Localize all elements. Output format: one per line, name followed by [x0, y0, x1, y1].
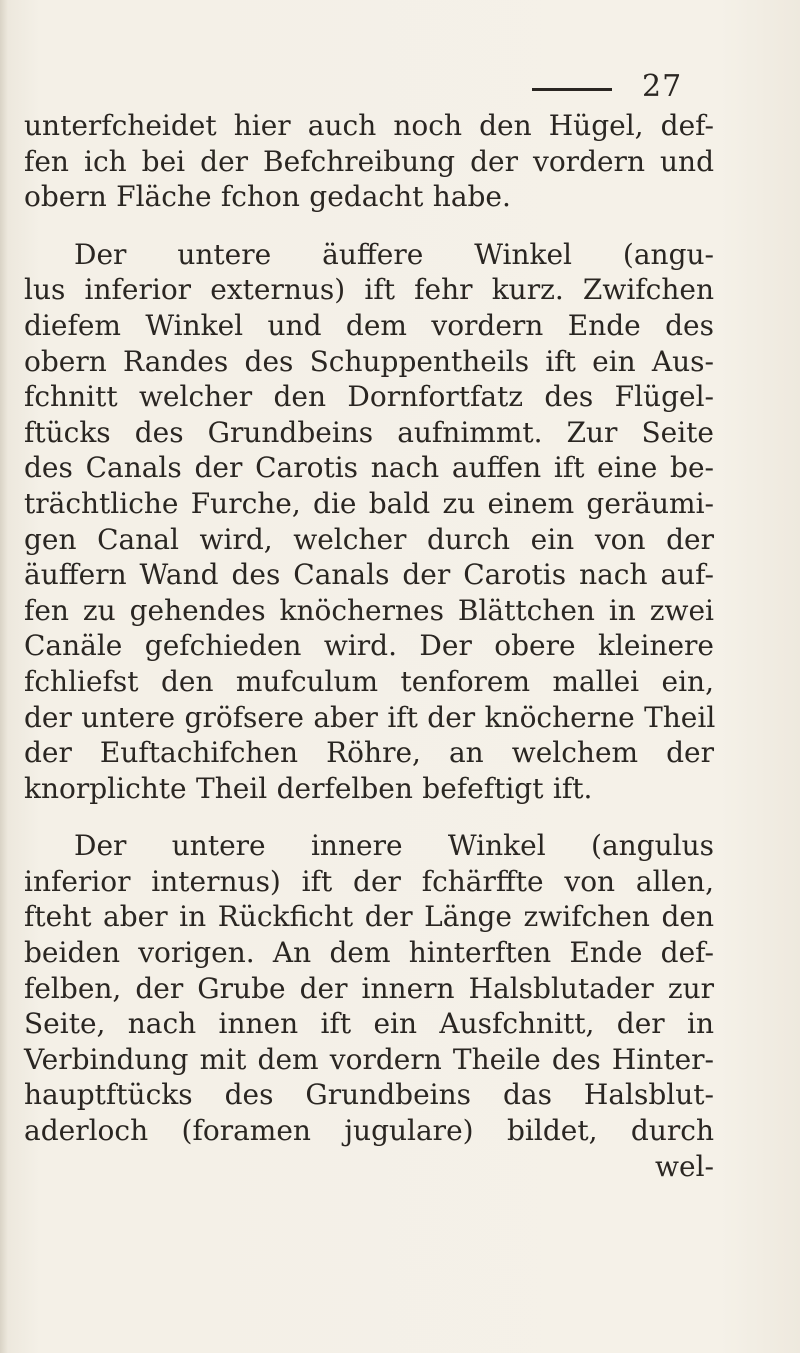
- text-line: des Canals der Carotis nach auffen ift eine be-: [24, 451, 714, 485]
- text-line: obern Fläche fchon gedacht habe.: [24, 180, 511, 214]
- text-line: Seite, nach innen ift ein Ausfchnitt, der in: [24, 1007, 714, 1041]
- text-line: knorplichte Theil derfelben befeftigt ift.: [24, 771, 593, 805]
- text-line: der untere gröfsere aber ift der knöcherne Theil: [24, 700, 716, 734]
- paragraph-gap: [24, 806, 714, 828]
- catchword: wel-: [655, 1149, 714, 1183]
- text-line: der Euftachifchen Röhre, an welchem der: [24, 736, 714, 770]
- text-line: trächtliche Furche, die bald zu einem geräumi-: [24, 486, 714, 520]
- text-line: beiden vorigen. An dem hinterften Ende def-: [24, 936, 714, 970]
- text-line: diefem Winkel und dem vordern Ende des: [24, 308, 714, 342]
- text-line: fteht aber in Rückficht der Länge zwifchen den: [24, 900, 714, 934]
- page-number: 27: [642, 69, 683, 104]
- text-line: unterfcheidet hier auch noch den Hügel, def-: [24, 109, 714, 142]
- header-rule: [532, 88, 612, 91]
- text-line: felben, der Grube der innern Halsblutader zur: [24, 971, 714, 1005]
- text-line: Verbindung mit dem vordern Theile des Hinter-: [24, 1042, 714, 1076]
- text-line: äuffern Wand des Canals der Carotis nach auf-: [24, 558, 714, 592]
- text-line: hauptftücks des Grundbeins das Halsblut-: [24, 1078, 714, 1112]
- text-line: obern Randes des Schuppentheils ift ein Aus-: [24, 344, 714, 378]
- text-line: fchliefst den mufculum tenforem mallei ein,: [24, 664, 714, 698]
- text-line: Der untere äuffere Winkel (angu-: [74, 237, 714, 271]
- text-line: Der untere innere Winkel (angulus: [74, 829, 714, 863]
- text-line: fchnitt welcher den Dornfortfatz des Flügel-: [24, 380, 714, 414]
- page-edge-shadow: [0, 0, 8, 1353]
- text-line: inferior internus) ift der fchärffte von allen,: [24, 864, 714, 898]
- text-line: fen ich bei der Befchreibung der vordern und: [24, 144, 714, 178]
- paragraph-gap: [24, 215, 714, 237]
- body-text: [24, 108, 714, 1184]
- text-line: gen Canal wird, welcher durch ein von der: [24, 522, 714, 556]
- text-line: Canäle gefchieden wird. Der obere kleinere: [24, 629, 714, 663]
- text-line: aderloch (foramen jugulare) bildet, durch: [24, 1114, 714, 1148]
- text-line: fen zu gehendes knöchernes Blättchen in zwei: [24, 593, 714, 627]
- text-line: lus inferior externus) ift fehr kurz. Zwifchen: [24, 273, 714, 307]
- text-line: ftücks des Grundbeins aufnimmt. Zur Seite: [24, 415, 714, 449]
